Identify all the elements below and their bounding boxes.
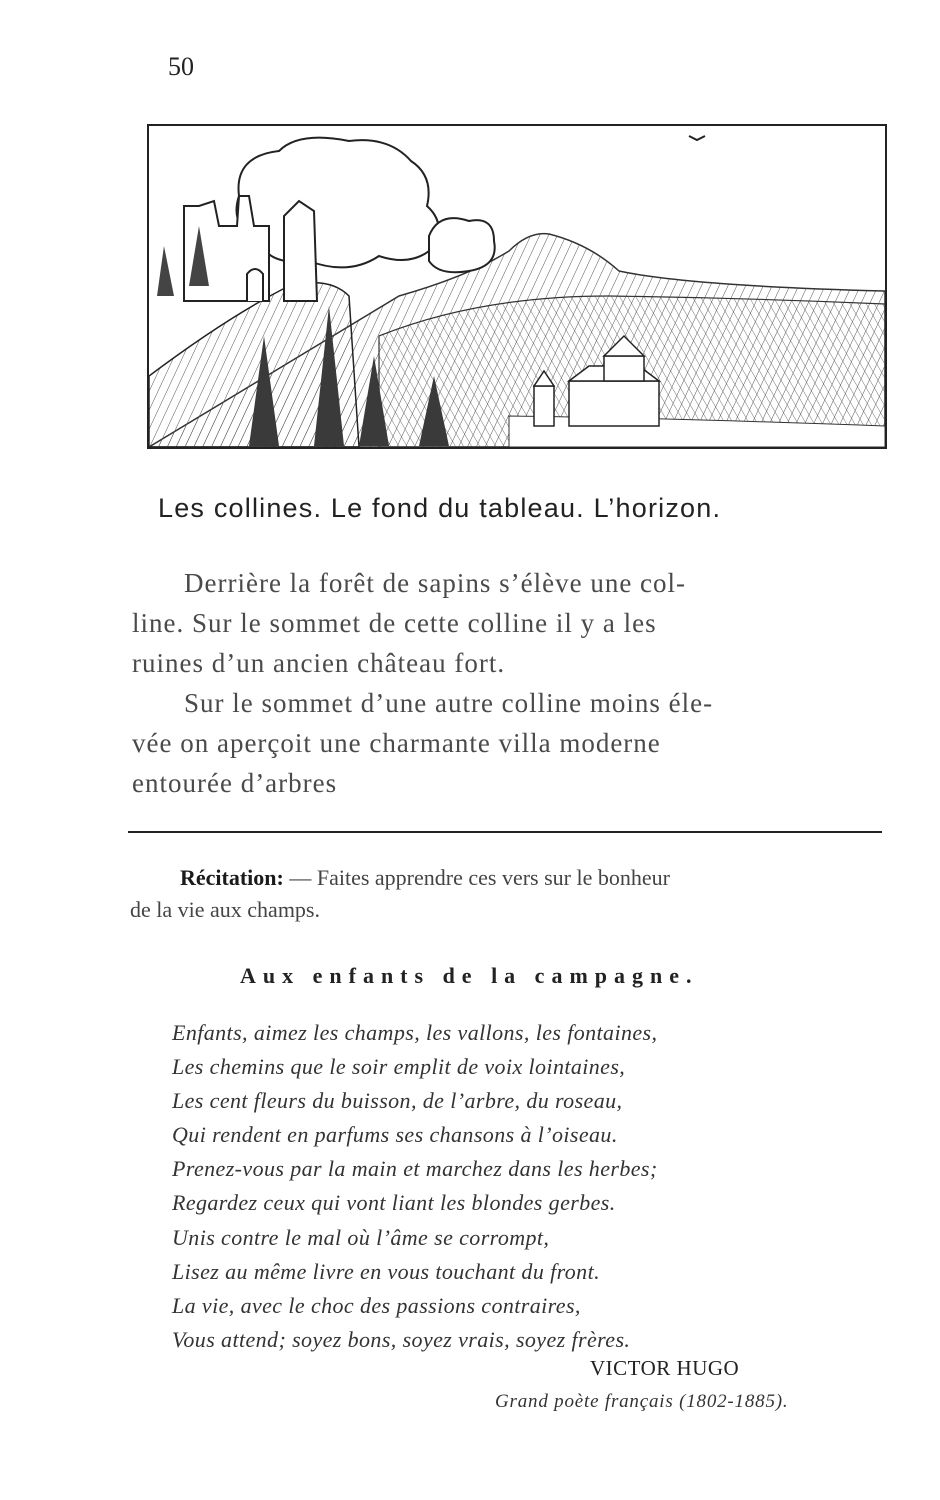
poem-verse: Lisez au même livre en vous touchant du front. <box>172 1258 600 1284</box>
poem-verse: Prenez-vous par la main et marchez dans les herbes; <box>172 1156 658 1182</box>
illustration-caption: Les collines. Le fond du tableau. L’horizon. <box>158 493 722 523</box>
page-number: 50 <box>168 52 194 81</box>
poem-verse: Vous attend; soyez bons, soyez vrais, soyez frères. <box>172 1326 631 1352</box>
poem-author-note: Grand poète français (1802-1885). <box>495 1391 789 1412</box>
recitation-text: — Faites apprendre ces vers sur le bonheur <box>289 865 670 890</box>
paragraph-1-line: ruines d’un ancien château fort. <box>132 648 506 678</box>
landscape-illustration <box>147 124 887 449</box>
paragraph-1-line: Derrière la forêt de sapins s’élève une col- <box>184 568 687 598</box>
poem-verse: La vie, avec le choc des passions contraires, <box>172 1292 581 1318</box>
poem-verse: Les chemins que le soir emplit de voix lointaines, <box>172 1054 626 1080</box>
paragraph-2 <box>132 683 884 803</box>
recitation-text-line2: de la vie aux champs. <box>130 897 320 922</box>
landscape-illustration-icon <box>149 126 885 447</box>
poem-verse: Enfants, aimez les champs, les vallons, les fontaines, <box>172 1020 658 1045</box>
poem-verses <box>172 1016 872 1357</box>
paragraph-2-line: vée on aperçoit une charmante villa moderne <box>132 728 661 758</box>
recitation-label: Récitation: <box>180 865 284 890</box>
poem-title: Aux enfants de la campagne. <box>240 963 699 988</box>
recitation-instruction <box>130 862 885 926</box>
poem-verse: Unis contre le mal où l’âme se corrompt, <box>172 1224 550 1250</box>
section-divider <box>128 831 882 833</box>
paragraph-2-line: entourée d’arbres <box>132 768 338 798</box>
poem-verse: Regardez ceux qui vont liant les blondes gerbes. <box>172 1190 616 1216</box>
paragraph-1 <box>132 563 884 683</box>
poem-verse: Qui rendent en parfums ses chansons à l’oiseau. <box>172 1122 618 1148</box>
poem-verse: Les cent fleurs du buisson, de l’arbre, du roseau, <box>172 1088 623 1114</box>
poem-author: VICTOR HUGO <box>590 1356 740 1380</box>
paragraph-1-line: line. Sur le sommet de cette colline il y a les <box>132 608 657 638</box>
paragraph-2-line: Sur le sommet d’une autre colline moins éle- <box>184 688 714 718</box>
